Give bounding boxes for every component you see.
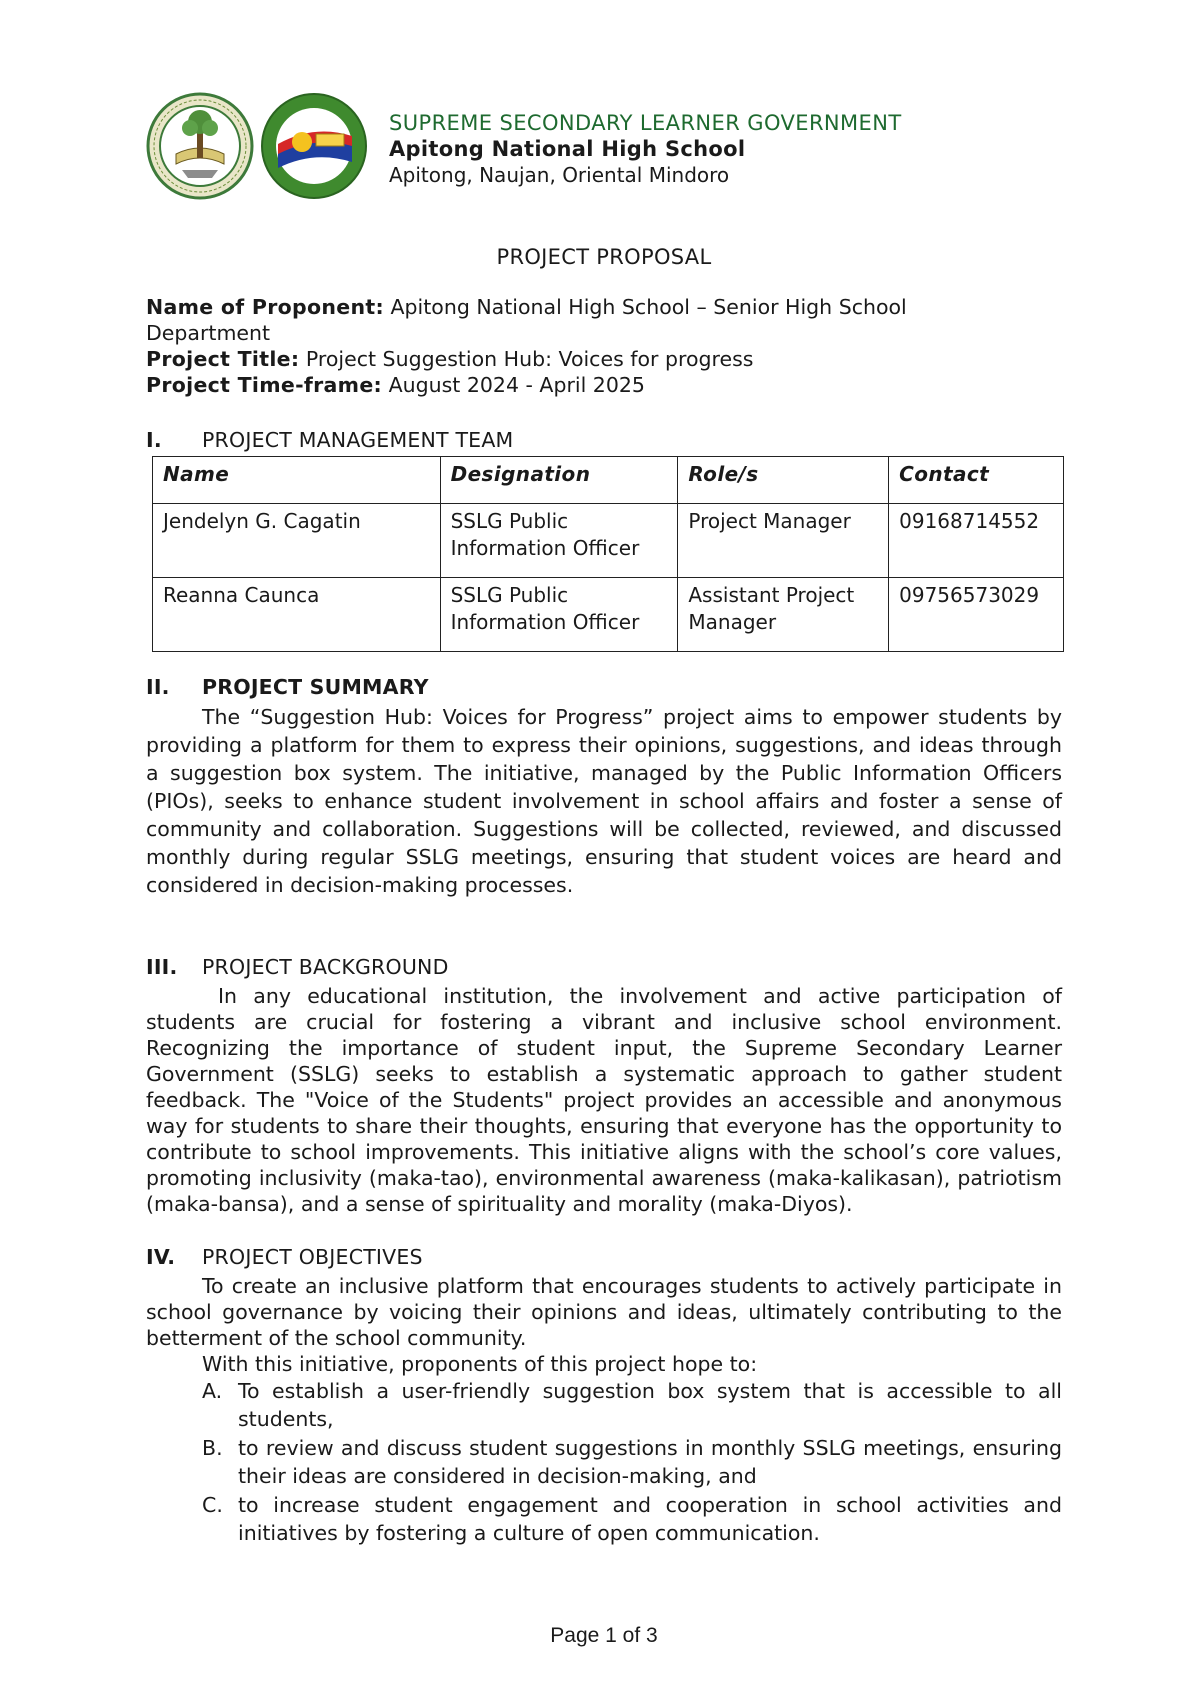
objectives-lead: With this initiative, proponents of this project hope to:: [202, 1352, 758, 1376]
table-row: [153, 578, 1064, 652]
list-item: [202, 1434, 1062, 1490]
proponent-label: Name of Proponent:: [146, 295, 384, 319]
list-marker: A.: [202, 1379, 223, 1403]
table-header: Contact: [889, 457, 1064, 504]
proponent-line: [146, 294, 996, 346]
letterhead-text: [389, 110, 902, 188]
table-cell: SSLG Public Information Officer: [440, 578, 678, 652]
summary-text: The “Suggestion Hub: Voices for Progress” project aims to empower students by providing a platform for them to express their opinions, suggestions, and ideas through a suggestion box system. The initiative, managed by the Public Information Officers (PIOs), seeks to enhance student involvement in school affairs and foster a sense of community and collaboration. Suggestions will be collected, reviewed, and discussed monthly during regular SSLG meetings, ensuring that student voices are heard and considered in decision-making processes.: [146, 705, 1062, 897]
list-item: [202, 1377, 1062, 1433]
proposal-meta: [146, 294, 996, 398]
letterhead: [146, 92, 1062, 204]
document-title: PROJECT PROPOSAL: [496, 245, 712, 269]
table-cell: Jendelyn G. Cagatin: [153, 504, 441, 578]
table-header: Role/s: [678, 457, 889, 504]
objectives-intro: [146, 1273, 1062, 1351]
table-header: Designation: [440, 457, 678, 504]
table-cell: 09756573029: [889, 578, 1064, 652]
project-title-line: [146, 346, 996, 372]
list-marker: C.: [202, 1493, 223, 1517]
table-row: [153, 504, 1064, 578]
section-number: III.: [146, 955, 178, 979]
sslg-seal-icon: [260, 92, 368, 200]
org-name: SUPREME SECONDARY LEARNER GOVERNMENT: [389, 111, 902, 135]
section-title: PROJECT BACKGROUND: [202, 955, 449, 979]
section-number: I.: [146, 428, 162, 452]
section-heading-summary: [146, 675, 429, 699]
section-heading-team: [146, 428, 513, 452]
school-name: Apitong National High School: [389, 137, 746, 161]
table-header-row: [153, 457, 1064, 504]
list-item-text: to increase student engagement and cooperation in school activities and initiatives by fostering a culture of open communication.: [238, 1493, 1062, 1545]
project-title-label: Project Title:: [146, 347, 300, 371]
proponent-value: Apitong National High School – Senior High School Department: [146, 295, 907, 345]
table-cell: Reanna Caunca: [153, 578, 441, 652]
page-footer: Page 1 of 3: [550, 1624, 658, 1647]
table-cell: 09168714552: [889, 504, 1064, 578]
list-item-text: To establish a user-friendly suggestion box system that is accessible to all students,: [238, 1379, 1062, 1431]
timeframe-value: August 2024 - April 2025: [382, 373, 645, 397]
team-table: [152, 456, 1064, 652]
table-cell: Assistant Project Manager: [678, 578, 889, 652]
objectives-list: [202, 1377, 1062, 1548]
school-seal-icon: [146, 92, 254, 200]
background-paragraph: [146, 983, 1062, 1217]
section-title: PROJECT OBJECTIVES: [202, 1245, 423, 1269]
list-marker: B.: [202, 1436, 223, 1460]
timeframe-label: Project Time-frame:: [146, 373, 383, 397]
table-cell: Project Manager: [678, 504, 889, 578]
section-number: II.: [146, 675, 170, 699]
summary-paragraph: [146, 703, 1062, 899]
school-address: Apitong, Naujan, Oriental Mindoro: [389, 163, 730, 187]
table-header: Name: [153, 457, 441, 504]
background-text: In any educational institution, the involvement and active participation of students are crucial for fostering a vibrant and inclusive school environment. Recognizing the importance of student input, the Supreme Secondary Learner Government (SSLG) seeks to establish a systematic approach to gather student feedback. The "Voice of the Students" project provides an accessible and anonymous way for students to share their thoughts, ensuring that everyone has the opportunity to contribute to school improvements. This initiative aligns with the school’s core values, promoting inclusivity (maka-tao), environmental awareness (maka-kalikasan), patriotism (maka-bansa), and a sense of spirituality and morality (maka-Diyos).: [146, 984, 1062, 1216]
project-title-value: Project Suggestion Hub: Voices for progress: [299, 347, 754, 371]
section-heading-objectives: [146, 1245, 423, 1269]
list-item: [202, 1491, 1062, 1547]
section-title: PROJECT SUMMARY: [202, 675, 429, 699]
section-heading-background: [146, 955, 449, 979]
timeframe-line: [146, 372, 996, 398]
document-page: [146, 0, 1062, 1696]
section-number: IV.: [146, 1245, 176, 1269]
objectives-intro-text: To create an inclusive platform that encourages students to actively participate in school governance by voicing their opinions and ideas, ultimately contributing to the betterment of the school community.: [146, 1274, 1062, 1350]
table-cell: SSLG Public Information Officer: [440, 504, 678, 578]
list-item-text: to review and discuss student suggestions in monthly SSLG meetings, ensuring their ideas are considered in decision-making, and: [238, 1436, 1062, 1488]
section-title: PROJECT MANAGEMENT TEAM: [202, 428, 514, 452]
